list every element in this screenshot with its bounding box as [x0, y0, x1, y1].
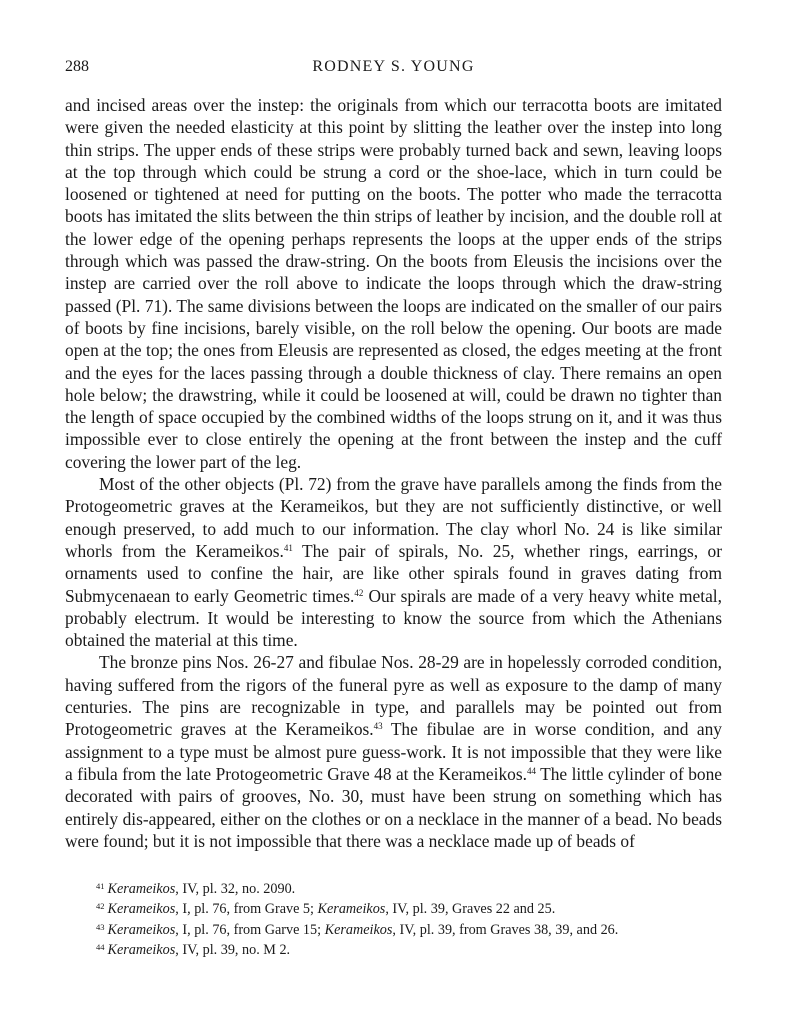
paragraph-3-text-b: The fibulae are in worse condition, and any assignment to a type must be almost pure guess-work. It is not impossible that they were like a fibula from the late Protogeometric Grave 48 at the Kerameikos.	[65, 719, 722, 784]
footnote-title: Kerameikos	[107, 901, 176, 918]
footnote-ref-42: 42	[354, 587, 364, 598]
footnotes	[96, 878, 736, 960]
footnote-text: , IV, pl. 39, no. M 2.	[175, 942, 291, 959]
footnote-title: Kerameikos	[107, 881, 176, 897]
footnote-text: , IV, pl. 32, no. 2090.	[175, 881, 296, 897]
footnote-ref-43: 43	[373, 721, 383, 732]
footnote-43	[96, 919, 736, 939]
paragraph-2-text-a: Most of the other objects (Pl. 72) from the grave have parallels among the finds from the Protogeometric graves at the Kerameikos, but they are not sufficiently distinctive, or well enough preserved, to add much to our information. The clay whorl No. 24 is like similar whorls from the Kerameikos.	[65, 474, 722, 561]
footnote-text: , I, pl. 76, from Garve 15;	[175, 921, 325, 938]
footnote-text: , IV, pl. 39, from Graves 38, 39, and 26.	[392, 921, 619, 938]
paragraph-2-text-b: The pair of spirals, No. 25, whether rings, earrings, or ornaments used to confine the hair, are like other spirals found in graves dating from Submycenaean to early Geometric times.	[65, 540, 722, 606]
footnote-ref-41: 41	[283, 542, 293, 553]
footnote-44	[96, 939, 736, 959]
page-number: 288	[65, 58, 89, 75]
paragraph-2-text-c: Our spirals are made of a very heavy white metal, probably electrum. It would be interesting to know the source from which the Athenians obtained the material at this time.	[65, 585, 722, 651]
footnote-42	[96, 898, 736, 918]
paragraph-3-text-a: The bronze pins Nos. 26-27 and fibulae Nos. 28-29 are in hopelessly corroded condition, having suffered from the rigors of the funeral pyre as well as exposure to the damp of many centuries. The pins are recognizable in type, and parallels may be pointed out from Protogeometric graves at the Kerameikos.	[65, 652, 722, 740]
footnote-ref-44: 44	[526, 765, 536, 776]
paragraph-2	[65, 473, 722, 651]
footnote-title: Kerameikos	[107, 921, 176, 938]
footnote-text: , IV, pl. 39, Graves 22 and 25.	[385, 901, 556, 918]
footnote-title: Kerameikos	[107, 942, 176, 959]
footnote-41	[96, 878, 736, 898]
paragraph-3	[65, 651, 722, 852]
paragraph-3-text-c: The little cylinder of bone decorated with pairs of grooves, No. 30, must have been strung on something which has entirely dis-appeared, either on the clothes or on a necklace in the manner of a bead. No beads were found; but it is not impossible that there was a necklace made up of beads of	[65, 763, 722, 851]
footnote-number: 44	[96, 942, 105, 953]
footnote-title: Kerameikos	[324, 921, 393, 938]
running-head: RODNEY S. YOUNG	[312, 58, 475, 75]
footnote-title: Kerameikos	[317, 901, 386, 918]
body-text	[65, 94, 722, 852]
footnote-number: 43	[96, 921, 105, 932]
footnote-text: , I, pl. 76, from Grave 5;	[175, 901, 318, 918]
footnote-number: 41	[96, 881, 105, 891]
paragraph-1: and incised areas over the instep: the originals from which our terracotta boots are imitated were given the needed elasticity at this point by slitting the leather over the instep into long thin strips. The upper ends of these strips were probably turned back and sewn, leaving loops at the top through which could be strung a cord or the shoe-lace, which in turn could be loosened or tightened at need for putting on the boots. The potter who made the terracotta boots has imitated the slits between the thin strips of leather by incision, and the double roll at the lower edge of the opening perhaps represents the loops at the upper ends of the strips through which was passed the draw-string. On the boots from Eleusis the incisions over the instep are carried over the roll above to indicate the loops through which the draw-string passed (Pl. 71). The same divisions between the loops are indicated on the smaller of our pairs of boots by fine incisions, barely visible, on the roll below the opening. Our boots are made open at the top; the ones from Eleusis are represented as closed, the edges meeting at the front and the eyes for the laces passing through a double thickness of clay. There remains an open hole below; the drawstring, while it could be loosened at will, could be drawn no tighter than the length of space occupied by the combined widths of the loops strung on it, and it was thus impossible ever to close entirely the opening at the front between the instep and the cuff covering the lower part of the leg.	[65, 95, 722, 472]
footnote-number: 42	[96, 901, 105, 912]
